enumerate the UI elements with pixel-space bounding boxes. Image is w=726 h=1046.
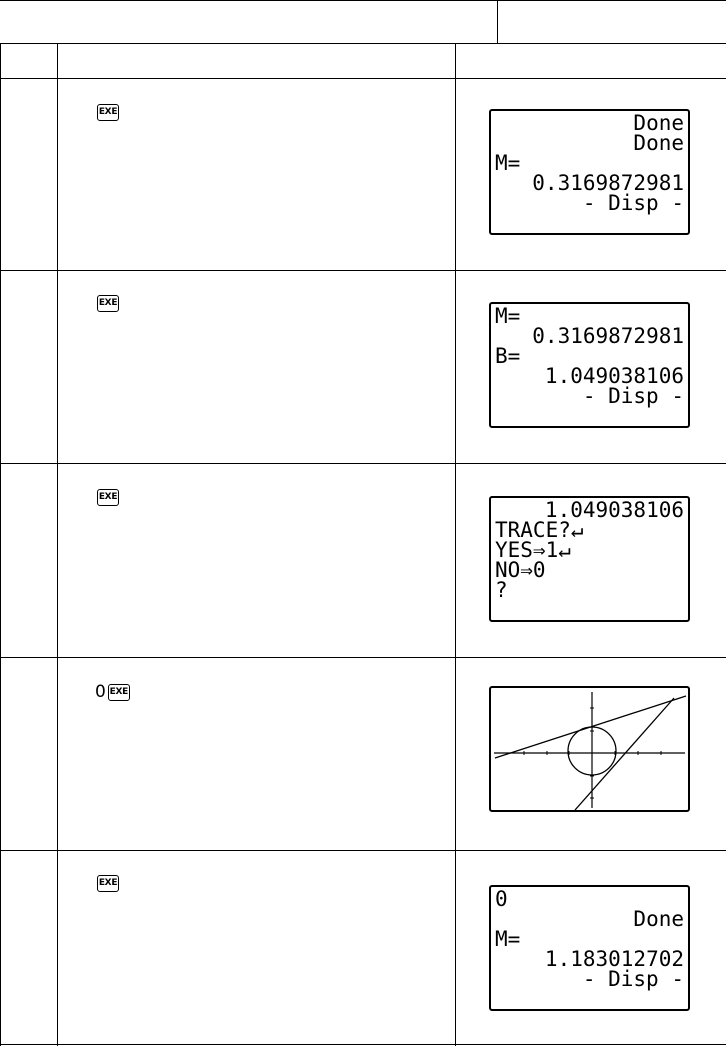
screen-line: - Disp -: [582, 191, 684, 215]
column-divider-display: [455, 44, 456, 1046]
screen-line: TRACE?↵: [495, 518, 584, 542]
key-sequence: [95, 104, 119, 121]
row-divider: [0, 463, 726, 464]
row-divider: [0, 657, 726, 658]
tangent-line-steep: [575, 698, 674, 810]
row-divider: [0, 1044, 726, 1045]
row-divider: [0, 850, 726, 851]
key-sequence: [95, 489, 119, 506]
title-cell: [0, 1, 498, 44]
left-border: [0, 44, 1, 1046]
key-sequence: [95, 875, 119, 892]
screen-line: 0.3169872981: [532, 171, 684, 195]
screen-line: - Disp -: [582, 967, 684, 991]
exe-key-icon: EXE: [97, 875, 119, 892]
key-sequence: [95, 683, 130, 701]
column-header-row: [0, 44, 726, 79]
row-divider: [0, 270, 726, 271]
calculator-screen: [489, 109, 690, 235]
graph-plot: [491, 688, 688, 810]
tangent-line-shallow: [495, 696, 686, 758]
screen-line: B=: [495, 344, 521, 368]
screen-line: ?: [495, 578, 508, 602]
key-sequence: [95, 295, 119, 312]
title-row: [0, 0, 726, 44]
column-divider-step: [57, 44, 58, 1046]
key-digit: 0: [95, 682, 106, 702]
screen-line: Done: [633, 111, 684, 135]
screen-line: 0.3169872981: [532, 324, 684, 348]
calculator-screen: [489, 496, 690, 622]
exe-key-icon: EXE: [97, 489, 119, 506]
calculator-screen: [489, 885, 690, 1011]
screen-line: 0: [495, 887, 508, 911]
screen-line: Done: [633, 131, 684, 155]
exe-key-icon: EXE: [97, 295, 119, 312]
screen-line: - Disp -: [582, 384, 684, 408]
screen-line: YES⇒1↵: [495, 538, 571, 562]
screen-line: 1.183012702: [544, 947, 684, 971]
screen-line: 1.049038106: [544, 498, 684, 522]
graph-screen: [489, 686, 690, 812]
screen-line: M=: [495, 151, 521, 175]
exe-key-icon: EXE: [108, 684, 130, 701]
screen-line: M=: [495, 304, 521, 328]
calculator-screen: [489, 302, 690, 428]
page-ref-cell: [498, 1, 726, 44]
screen-line: Done: [633, 907, 684, 931]
exe-key-icon: EXE: [97, 104, 119, 121]
screen-line: NO⇒0: [495, 558, 546, 582]
screen-line: M=: [495, 927, 521, 951]
screen-line: 1.049038106: [544, 364, 684, 388]
